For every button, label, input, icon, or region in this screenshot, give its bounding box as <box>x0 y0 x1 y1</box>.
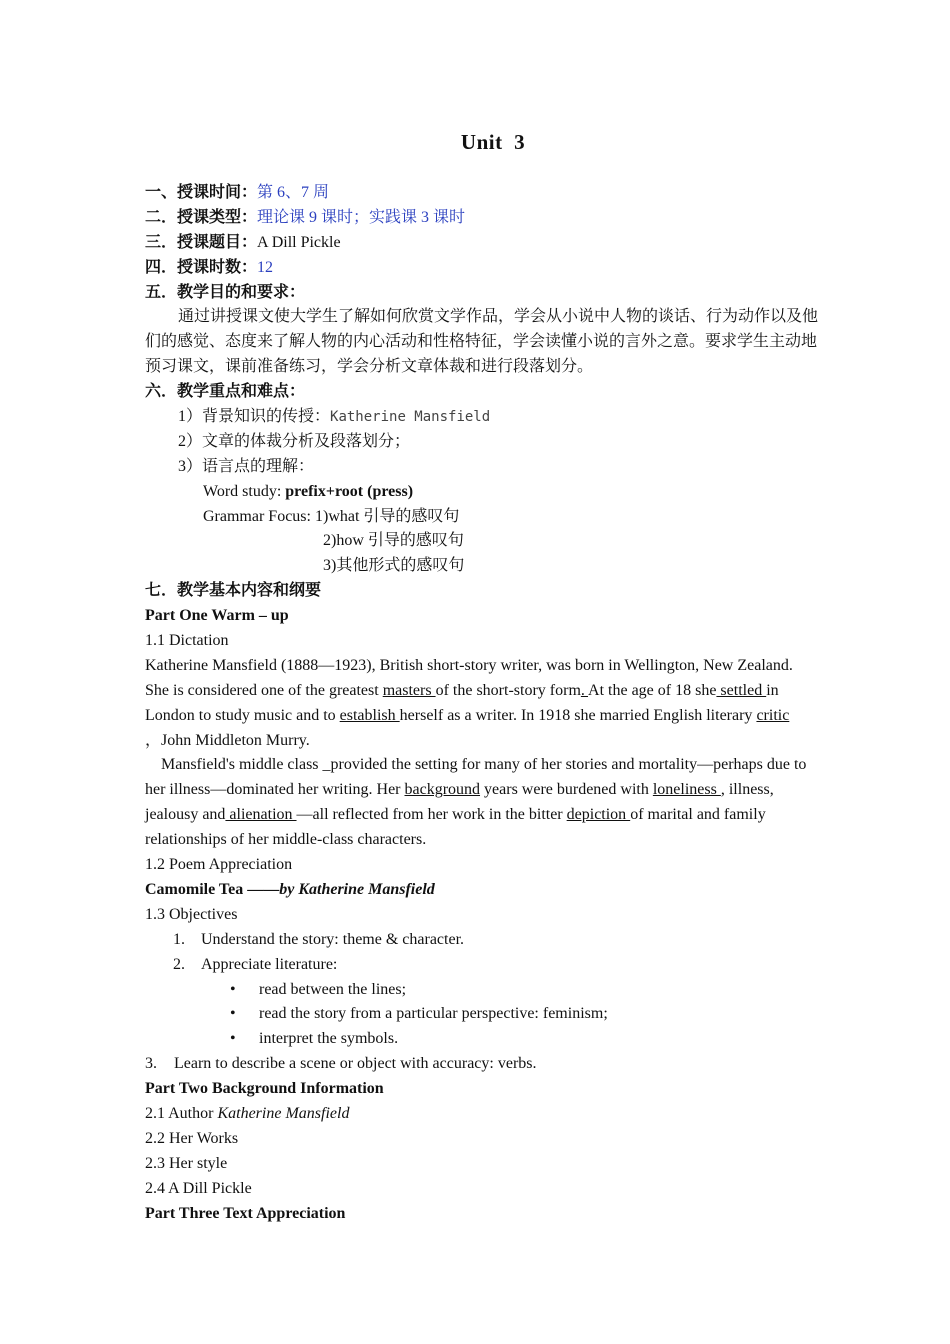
key-point-2: 2）文章的体裁分析及段落划分； <box>178 432 411 450</box>
blank-answer: depiction <box>566 806 631 824</box>
dictation-line: Mansfield's middle class _provided the setting for many of her stories and mortality—perhaps due to <box>161 756 807 774</box>
blank-answer: settled <box>716 681 767 699</box>
word-study <box>145 480 845 505</box>
text-run: , illness, <box>720 781 774 799</box>
author-name: Katherine Mansfield <box>217 1104 350 1122</box>
part-one-heading: Part One Warm – up <box>145 607 289 625</box>
bullet-icon: • <box>230 1005 236 1023</box>
section-value: 12 <box>257 258 274 276</box>
bullet-item <box>145 978 845 1003</box>
text-run: in <box>766 681 779 699</box>
grammar-focus <box>145 505 845 530</box>
blank-answer: background <box>404 781 481 799</box>
section-value: 第 6、7 周 <box>257 184 330 201</box>
text-run: At the age of 18 she <box>588 681 717 699</box>
goals-paragraph-line: 通过讲授课文使大学生了解如何欣赏文学作品，学会从小说中人物的谈话、行为动作以及他 <box>178 308 819 326</box>
document-body <box>145 181 845 1226</box>
grammar-item: 1)what 引导的感叹句 <box>314 507 460 525</box>
key-point-1 <box>145 405 845 430</box>
section-topic <box>145 231 845 256</box>
blank-answer: . <box>580 681 589 699</box>
text-run: —all reflected from her work in the bitter <box>296 806 567 824</box>
section-label: 三．授课题目： <box>145 233 258 251</box>
blank-answer: alienation <box>225 806 297 824</box>
text-run: of marital and family <box>630 806 766 824</box>
goals-paragraph-line: 们的感觉、态度来了解人物的内心活动和性格特征，学会读懂小说的言外之意。要求学生主动地 <box>145 333 818 351</box>
dictation-line: ，John Middleton Murry. <box>145 731 310 749</box>
poem-title <box>145 878 845 903</box>
subsection-poem: 1.2 Poem Appreciation <box>145 856 293 874</box>
objective-text: Appreciate literature: <box>201 955 338 973</box>
blank-answer: masters <box>382 681 436 699</box>
text-run: She is considered one of the greatest <box>145 681 383 699</box>
text-run: herself as a writer. In 1918 she married English literary <box>399 706 757 724</box>
word-study-label: Word study: <box>203 482 286 500</box>
bullet-text: interpret the symbols. <box>259 1030 399 1048</box>
part-two-heading: Part Two Background Information <box>145 1080 384 1098</box>
objective-item <box>145 953 845 978</box>
text-run: of the short-story form <box>435 681 581 699</box>
author-name: Katherine Mansfield <box>330 409 491 426</box>
key-point-text: 1）背景知识的传授： <box>178 408 331 426</box>
background-item: 2.3 Her style <box>145 1154 228 1172</box>
dictation-line <box>145 704 845 729</box>
word-study-value: prefix+root (press) <box>285 482 414 500</box>
bullet-icon: • <box>230 980 236 998</box>
dictation-line <box>145 803 845 828</box>
list-number: 1. <box>173 930 185 948</box>
objective-item <box>145 1052 845 1077</box>
poem-author: by Katherine Mansfield <box>279 880 435 898</box>
section-label: 四．授课时数： <box>145 258 258 276</box>
bullet-icon: • <box>230 1030 236 1048</box>
blank-answer: loneliness <box>652 781 721 799</box>
section-course-type <box>145 206 845 231</box>
background-item: 2.2 Her Works <box>145 1129 239 1147</box>
text-run: jealousy and <box>145 806 226 824</box>
bullet-item <box>145 1027 845 1052</box>
text-run: 2.1 Author <box>145 1104 218 1122</box>
blank-answer: establish <box>339 706 400 724</box>
dictation-line: relationships of her middle-class characters. <box>145 831 427 849</box>
page-title: Unit 3 <box>460 130 526 154</box>
section-hours <box>145 256 845 281</box>
bullet-text: read between the lines; <box>259 980 407 998</box>
poem-title-text: Camomile Tea —— <box>145 880 280 898</box>
blank-answer: critic <box>756 706 790 724</box>
section-label: 二．授课类型： <box>145 208 258 226</box>
objective-text: Learn to describe a scene or object with accuracy: verbs. <box>174 1055 537 1073</box>
section-content-heading: 七．教学基本内容和纲要 <box>145 582 322 600</box>
part-three-heading: Part Three Text Appreciation <box>145 1204 346 1222</box>
section-value: 理论课 9 课时；实践课 3 课时 <box>257 208 466 226</box>
section-teaching-time <box>145 181 845 206</box>
subsection-dictation: 1.1 Dictation <box>145 632 229 650</box>
section-value: A Dill Pickle <box>257 233 341 251</box>
bullet-item <box>145 1002 845 1027</box>
text-run: her illness—dominated her writing. Her <box>145 781 405 799</box>
grammar-item: 3)其他形式的感叹句 <box>323 557 465 575</box>
background-item: 2.4 A Dill Pickle <box>145 1179 252 1197</box>
grammar-label: Grammar Focus: <box>203 507 315 525</box>
list-number: 3. <box>145 1055 157 1073</box>
text-run: years were burdened with <box>480 781 653 799</box>
background-item <box>145 1102 845 1127</box>
bullet-text: read the story from a particular perspective: feminism; <box>259 1005 608 1023</box>
dictation-line: Katherine Mansfield (1888—1923), British short-story writer, was born in Wellington, New Zealand. <box>145 656 793 674</box>
dictation-line <box>145 679 845 704</box>
dictation-line <box>145 778 845 803</box>
objective-item <box>145 928 845 953</box>
text-run: London to study music and to <box>145 706 340 724</box>
list-number: 2. <box>173 955 185 973</box>
goals-paragraph-line: 预习课文，课前准备练习，学会分析文章体裁和进行段落划分。 <box>145 358 594 376</box>
objective-text: Understand the story: theme & character. <box>201 930 465 948</box>
subsection-objectives: 1.3 Objectives <box>145 905 238 923</box>
section-goals-heading: 五．教学目的和要求： <box>145 283 306 301</box>
key-point-3: 3）语言点的理解： <box>178 457 315 475</box>
section-label: 一、授课时间： <box>145 184 258 201</box>
grammar-item: 2)how 引导的感叹句 <box>323 532 464 550</box>
section-key-points-heading: 六．教学重点和难点： <box>145 383 306 401</box>
